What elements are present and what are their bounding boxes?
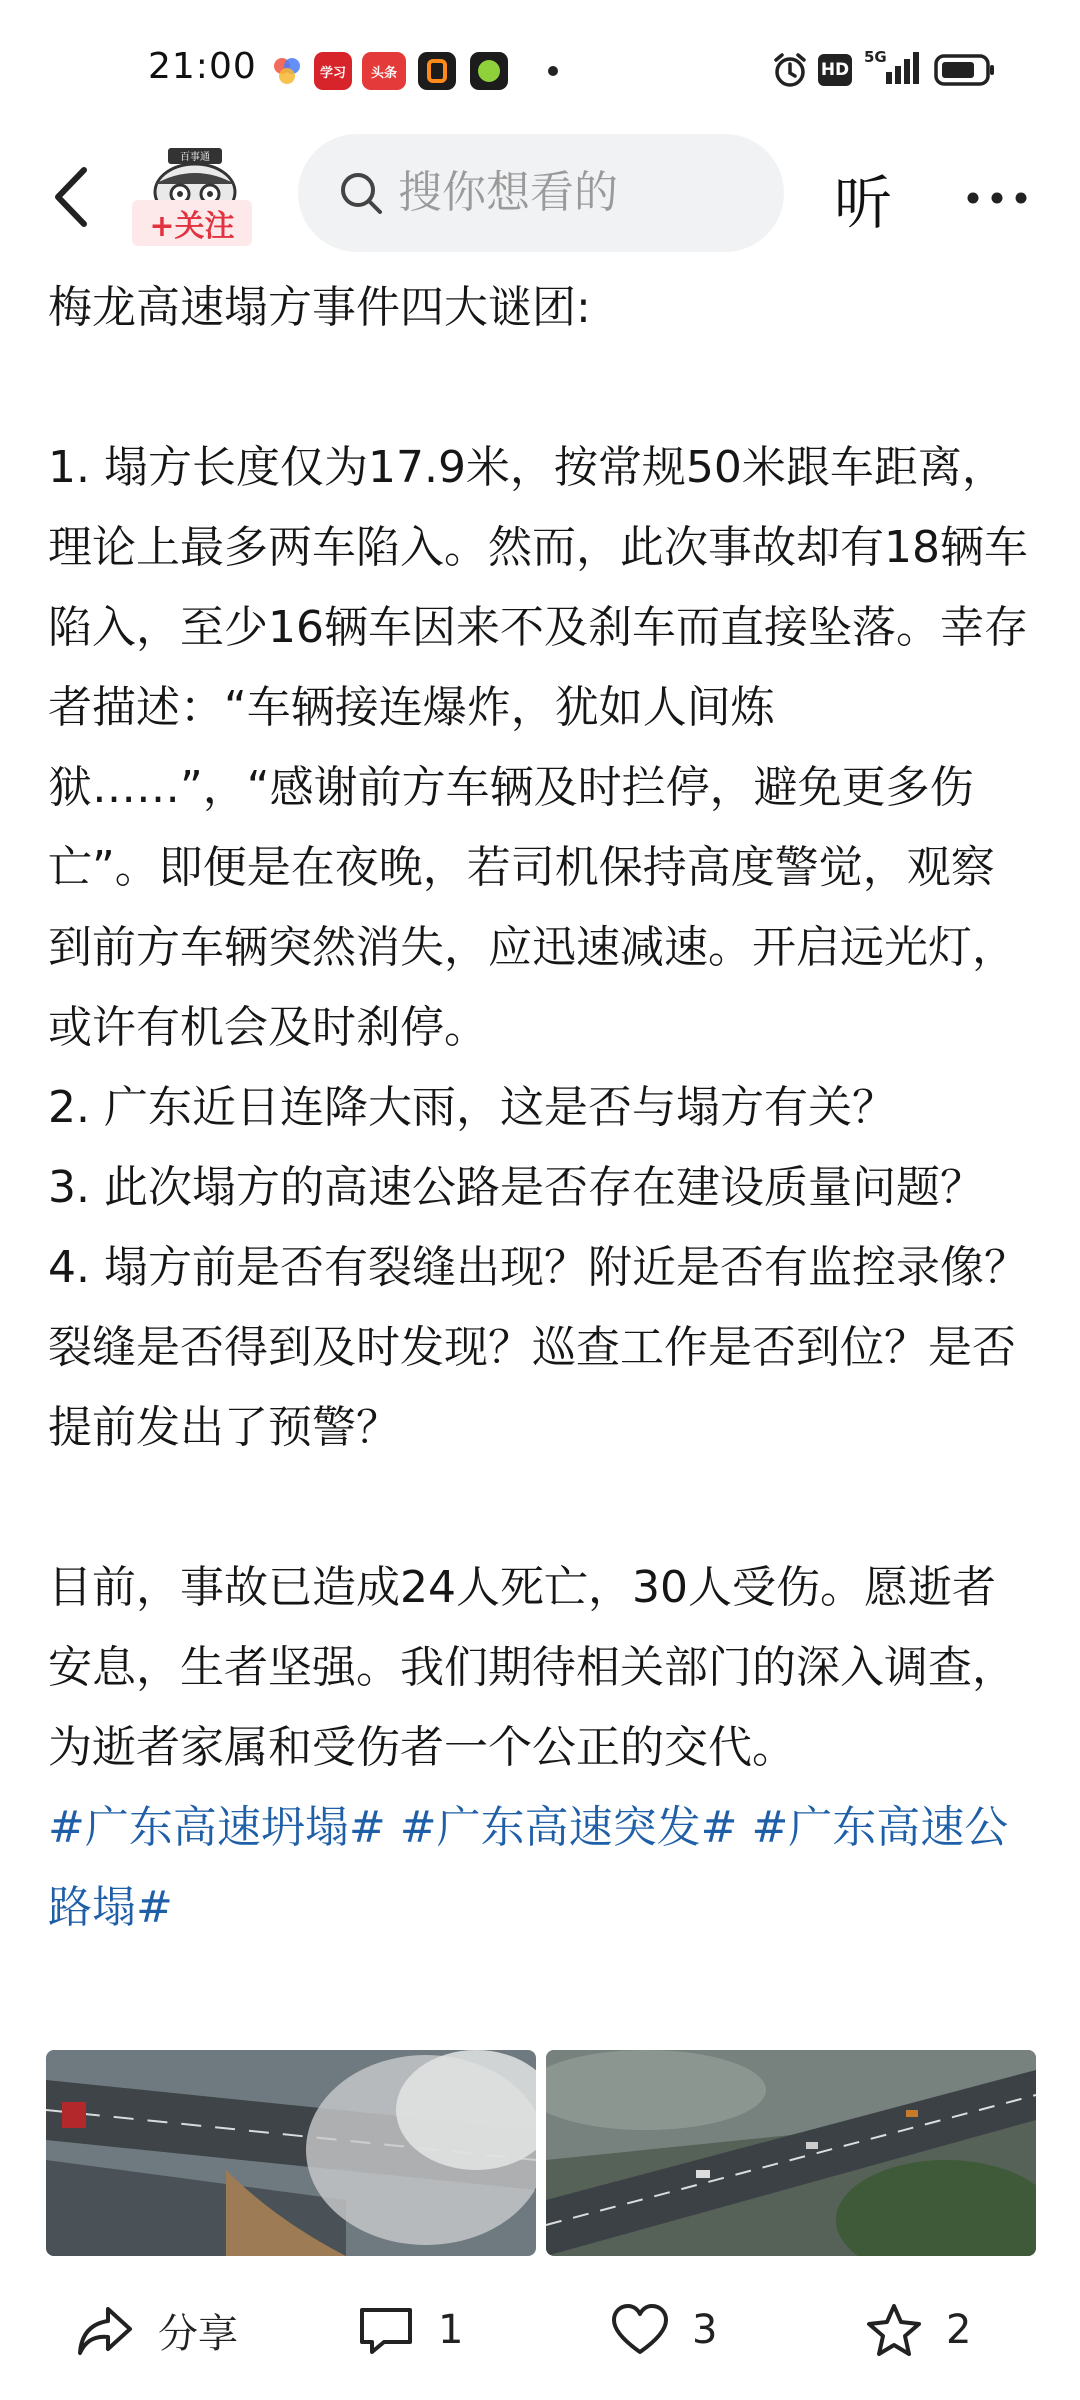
more-notifications-dot: [548, 66, 558, 76]
avatar-caption: 百事通: [180, 152, 210, 163]
svg-text:5G: 5G: [864, 48, 887, 66]
article-point-4: 4. 塌方前是否有裂缝出现？附近是否有监控录像？裂缝是否得到及时发现？巡查工作是否到位？是否提前发出了预警？: [48, 1242, 1028, 1453]
green-app-icon: [470, 52, 508, 90]
search-bar[interactable]: [298, 134, 784, 252]
star-icon: [864, 2302, 924, 2358]
hd-icon: HD: [818, 54, 852, 86]
more-dots-icon: [966, 191, 1028, 205]
back-button[interactable]: [44, 162, 104, 232]
toutiao-app-icon: 头条: [362, 52, 406, 90]
status-time: 21:00: [148, 46, 257, 87]
article-point-1: 1. 塌方长度仅为17.9米，按常规50米跟车距离，理论上最多两车陷入。然而，此次事故却有18辆车陷入，至少16辆车因来不及刹车而直接坠落。幸存者描述：“车辆接连爆炸，犹如人间炼狱……”，“感谢前方车辆及时拦停，避免更多伤亡”。即便是在夜晚，若司机保持高度警觉，观察到前方车辆突然消失，应迅速减速。开启远光灯，或许有机会及时刹停。: [48, 442, 1028, 1053]
bottom-action-bar: [0, 2270, 1080, 2400]
like-count: 3: [692, 2307, 718, 2353]
favorite-button[interactable]: [864, 2302, 971, 2358]
hashtag-links[interactable]: #广东高速坍塌# #广东高速突发# #广东高速公路塌#: [48, 1802, 1009, 1933]
favorite-count: 2: [946, 2307, 972, 2353]
share-icon: [74, 2303, 136, 2359]
listen-button[interactable]: 听: [834, 169, 893, 237]
paragraph-spacer: [48, 348, 1038, 428]
article-image-2[interactable]: [546, 2050, 1036, 2256]
photos-app-icon: [268, 52, 306, 90]
top-nav-bar: [0, 130, 1080, 260]
orange-app-icon: [418, 52, 456, 90]
article-image-1[interactable]: [46, 2050, 536, 2256]
share-label: 分享: [158, 2311, 238, 2357]
heart-icon: [610, 2302, 670, 2358]
more-options-button[interactable]: [966, 190, 1028, 209]
article-conclusion: 目前，事故已造成24人死亡，30人受伤。愿逝者安息，生者坚强。我们期待相关部门的深入调查，为逝者家属和受伤者一个公正的交代。: [48, 1562, 1016, 1773]
search-input[interactable]: [398, 162, 758, 222]
article-body: [48, 268, 1038, 1948]
share-button[interactable]: [74, 2302, 238, 2359]
signal-5g-icon: [862, 46, 922, 94]
alarm-icon: [770, 50, 810, 94]
battery-icon: [934, 54, 996, 90]
status-bar: [0, 0, 1080, 130]
article-heading: 梅龙高速塌方事件四大谜团:: [48, 282, 591, 333]
paragraph-spacer: [48, 1468, 1038, 1548]
follow-button[interactable]: +关注: [132, 200, 252, 246]
comment-count: 1: [438, 2307, 464, 2353]
comment-button[interactable]: [356, 2302, 463, 2358]
search-icon: [338, 170, 386, 218]
xuexi-app-icon: 学习: [314, 52, 352, 90]
article-point-2: 2. 广东近日连降大雨，这是否与塌方有关？: [48, 1082, 896, 1133]
back-arrow-icon: [44, 162, 104, 232]
comment-icon: [356, 2302, 416, 2358]
like-button[interactable]: [610, 2302, 717, 2358]
article-point-3: 3. 此次塌方的高速公路是否存在建设质量问题？: [48, 1162, 984, 1213]
